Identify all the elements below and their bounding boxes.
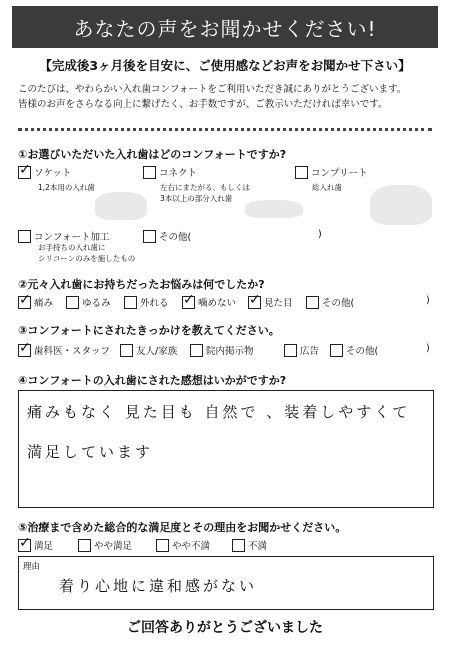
q3-option-clinic-poster: 院内掲示物 — [206, 346, 254, 357]
intro-text — [18, 82, 438, 112]
q2-checkbox-appearance[interactable] — [248, 296, 261, 309]
q1-checkbox-other[interactable] — [143, 230, 156, 243]
q1-option-socket: ソケット — [34, 168, 72, 179]
q3-option-other: その他( — [346, 346, 379, 357]
q1-other-close: ) — [318, 229, 322, 240]
complete-denture-image — [370, 185, 432, 225]
q5-option-dissatisfied: 不満 — [248, 541, 268, 552]
q1-checkbox-complete[interactable] — [295, 166, 308, 179]
q2-option-falls-out: 外れる — [140, 298, 169, 309]
q5-label: ⑤治療まで含めた総合的な満足度とその理由をお聞かせください。 — [18, 521, 347, 534]
q2-option-cannot-chew: 噛めない — [198, 298, 237, 309]
q1-option-complete: コンプリート — [311, 168, 368, 179]
q4-answer-line-2: 満足しています — [27, 443, 154, 461]
form-title-text: あなたの声をお聞かせください! — [73, 16, 377, 41]
q3-checkbox-dentist-staff[interactable] — [18, 344, 31, 357]
q3-option-advertisement: 広告 — [300, 346, 320, 357]
q2-checkbox-loose[interactable] — [66, 296, 79, 309]
q3-checkbox-clinic-poster[interactable] — [190, 344, 203, 357]
q2-option-loose: ゆるみ — [82, 298, 111, 309]
footer-thanks: ご回答ありがとうございました — [127, 620, 323, 636]
form-title — [12, 6, 438, 48]
intro-line-1: このたびは、やわらかい入れ歯コンフォートをご利用いただき誠にありがとうございます。 — [18, 84, 407, 95]
connect-denture-image — [245, 200, 303, 218]
q1-note-socket: 1,2本用の入れ歯 — [38, 183, 95, 192]
q1-note-complete: 総入れ歯 — [312, 183, 342, 192]
q2-label: ②元々入れ歯にお持ちだったお悩みは何でしたか? — [18, 278, 265, 291]
q3-label: ③コンフォートにされたきっかけを教えてください。 — [18, 324, 280, 337]
q2-option-pain: 痛み — [34, 298, 54, 309]
q5-option-somewhat-dissatisfied: やや不満 — [172, 541, 211, 552]
q1-label: ①お選びいただいた入れ歯はどのコンフォートですか? — [18, 148, 287, 161]
q2-other-close: ) — [426, 295, 430, 306]
q3-option-dentist-staff: 歯科医・スタッフ — [34, 346, 111, 357]
q3-checkbox-advertisement[interactable] — [284, 344, 297, 357]
q5-checkbox-dissatisfied[interactable] — [232, 539, 245, 552]
q2-option-appearance: 見た目 — [264, 298, 293, 309]
q5-reason-label: 理由 — [23, 562, 41, 572]
q5-checkbox-somewhat-dissatisfied[interactable] — [156, 539, 169, 552]
q1-option-connect: コネクト — [159, 168, 198, 179]
q5-reason-answer: 着り心地に違和感がない — [59, 577, 258, 595]
q3-checkbox-friend-family[interactable] — [120, 344, 133, 357]
q2-checkbox-other[interactable] — [306, 296, 319, 309]
q2-checkbox-cannot-chew[interactable] — [182, 296, 195, 309]
q2-checkbox-pain[interactable] — [18, 296, 31, 309]
q1-note-connect-1: 左右にまたがる、もしくは — [160, 183, 250, 192]
q5-checkbox-somewhat-satisfied[interactable] — [78, 539, 91, 552]
q1-note-connect-2: 3本以上の部分入れ歯 — [160, 194, 233, 203]
q1-option-other: その他( — [159, 232, 192, 243]
q3-option-friend-family: 友人/家族 — [136, 346, 178, 357]
intro-line-2: 皆様のお声をさらなる向上に繋げたく、お手数ですが、ご教示いただければ幸いです。 — [18, 99, 388, 110]
q1-checkbox-comfort-processing[interactable] — [18, 230, 31, 243]
q4-label: ④コンフォートの入れ歯にされた感想はいかがですか? — [18, 374, 287, 387]
q1-checkbox-socket[interactable] — [18, 166, 31, 179]
q1-note-processing-2: シリコーンのみを施したもの — [38, 254, 136, 263]
q3-other-close: ) — [426, 343, 430, 354]
q5-reason-box[interactable] — [18, 556, 434, 610]
q1-option-comfort-processing: コンフォート加工 — [34, 232, 110, 243]
q1-checkbox-connect[interactable] — [143, 166, 156, 179]
q1-note-processing-1: お手持ちの入れ歯に — [38, 243, 106, 252]
q3-checkbox-other[interactable] — [330, 344, 343, 357]
q5-option-somewhat-satisfied: やや満足 — [94, 541, 133, 552]
q4-answer-line-1: 痛みもなく 見た目も 自然で 、装着しやすくて — [27, 403, 411, 421]
q4-answer-box[interactable] — [18, 390, 434, 508]
q2-option-other: その他( — [322, 298, 355, 309]
form-subtitle: 【完成後3ヶ月後を目安に、ご使用感などお声をお聞かせ下さい】 — [39, 58, 411, 73]
q5-checkbox-satisfied[interactable] — [18, 539, 31, 552]
q5-option-satisfied: 満足 — [34, 541, 54, 552]
divider — [18, 128, 432, 131]
q2-checkbox-falls-out[interactable] — [124, 296, 137, 309]
socket-denture-image — [95, 192, 147, 220]
